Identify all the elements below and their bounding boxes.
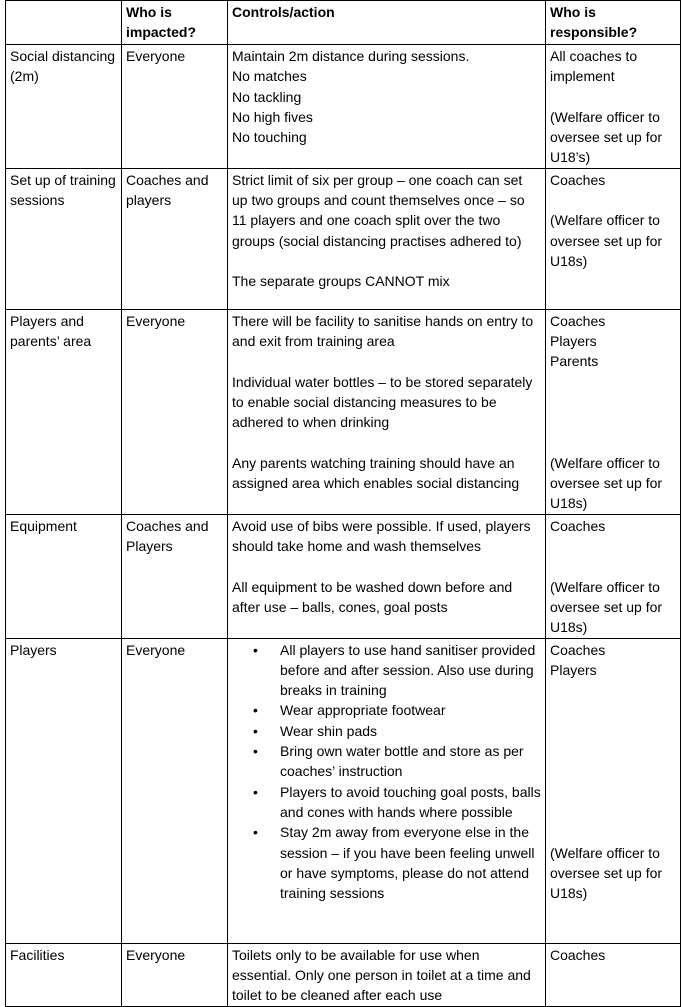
control-line: No matches	[232, 68, 307, 85]
responsible-cell	[546, 45, 681, 169]
responsible-cell	[546, 514, 681, 638]
responsible-line: Parents	[550, 353, 599, 370]
controls-cell	[228, 168, 546, 309]
controls-cell	[228, 943, 546, 1006]
bullet-text: Players to avoid touching goal posts, balls and cones with hands where possible	[280, 783, 541, 820]
bullet-icon: •	[253, 783, 258, 800]
control-line	[232, 433, 541, 453]
table-row	[6, 168, 681, 309]
control-line: Any parents watching training should have an assigned area which enables social distancing	[232, 454, 520, 492]
issue-cell: Social distancing (2m)	[6, 45, 122, 169]
bullet-icon: •	[253, 824, 258, 841]
responsible-line	[550, 822, 676, 842]
control-line: No touching	[232, 129, 307, 146]
bullet-text: Wear shin pads	[280, 722, 378, 739]
table-row	[6, 45, 681, 169]
control-line: No high fives	[232, 108, 313, 125]
responsible-line	[550, 782, 676, 802]
bullet-icon: •	[253, 641, 258, 658]
issue-cell: Equipment	[6, 514, 122, 638]
issue-cell: Set up of training sessions	[6, 168, 122, 309]
control-line: No tackling	[232, 88, 302, 105]
responsible-line: Coaches	[550, 946, 606, 963]
impacted-cell: Coaches and players	[122, 168, 228, 309]
table-header-row	[6, 1, 681, 45]
bullet-icon: •	[253, 702, 258, 719]
responsible-line	[550, 761, 676, 781]
responsible-cell	[546, 309, 681, 514]
control-line: There will be facility to sanitise hands on entry to and exit from training area	[232, 312, 534, 350]
impacted-cell: Coaches and Players	[122, 514, 228, 638]
responsible-cell	[546, 168, 681, 309]
bullet-text: Wear appropriate footwear	[280, 702, 446, 719]
responsible-line: Coaches	[550, 312, 606, 329]
responsible-line	[550, 412, 676, 432]
impacted-cell: Everyone	[122, 943, 228, 1006]
control-line: Individual water bottles – to be stored separately to enable social distancing measures to be adhered to when drinking	[232, 373, 533, 431]
bullet-icon: •	[253, 743, 258, 760]
responsible-line: (Welfare officer to oversee set up for U18s)	[550, 844, 663, 902]
bullet-item	[253, 822, 541, 903]
responsible-line	[550, 680, 676, 700]
controls-cell	[228, 309, 546, 514]
control-line	[232, 556, 541, 576]
controls-cell	[228, 514, 546, 638]
risk-assessment-table	[5, 0, 681, 1007]
responsible-line	[550, 802, 676, 822]
bullet-item	[253, 700, 541, 720]
responsible-line	[550, 87, 676, 107]
responsible-cell	[546, 638, 681, 943]
responsible-cell	[546, 943, 681, 1006]
responsible-line: Players	[550, 661, 597, 678]
issue-cell: Players	[6, 638, 122, 943]
responsible-line	[550, 433, 676, 453]
impacted-cell: Everyone	[122, 45, 228, 169]
responsible-line	[550, 392, 676, 412]
responsible-line: (Welfare officer to oversee set up for U18’s)	[550, 108, 663, 166]
header-who-responsible: Who is responsible?	[546, 1, 681, 45]
control-line	[232, 251, 541, 271]
control-line: Strict limit of six per group – one coach can set up two groups and count themselves once – so 11 players and one coach split over the two groups (social distancing practises adhered to)	[232, 171, 525, 249]
responsible-line	[550, 372, 676, 392]
control-line: Maintain 2m distance during sessions.	[232, 48, 470, 64]
responsible-line: Coaches	[550, 517, 606, 534]
bullet-item	[253, 782, 541, 823]
impacted-cell: Everyone	[122, 309, 228, 514]
responsible-line: (Welfare officer to oversee set up for U18s)	[550, 454, 663, 512]
header-controls-action: Controls/action	[228, 1, 546, 45]
bullet-list	[232, 640, 541, 904]
control-line: Avoid use of bibs were possible. If used, players should take home and wash themselves	[232, 517, 531, 555]
controls-cell	[228, 638, 546, 943]
responsible-line: Players	[550, 333, 597, 350]
header-issue	[6, 1, 122, 45]
bullet-text: Stay 2m away from everyone else in the session – if you have been feeling unwell or have symptoms, please do not attend training sessions	[280, 824, 535, 902]
table-row	[6, 514, 681, 638]
control-line	[232, 351, 541, 371]
responsible-line: (Welfare officer to oversee set up for U18s)	[550, 212, 663, 269]
responsible-line	[550, 700, 676, 720]
bullet-item	[253, 721, 541, 741]
responsible-line: All coaches to implement	[550, 48, 638, 85]
responsible-line	[550, 190, 676, 210]
responsible-line	[550, 536, 676, 556]
responsible-line	[550, 741, 676, 761]
table-row	[6, 943, 681, 1006]
table-row	[6, 309, 681, 514]
bullet-icon: •	[253, 722, 258, 739]
responsible-line: (Welfare officer to oversee set up for U18s)	[550, 578, 663, 636]
header-who-impacted: Who is impacted?	[122, 1, 228, 45]
responsible-line: Coaches	[550, 171, 606, 188]
responsible-line	[550, 556, 676, 576]
bullet-text: Bring own water bottle and store as per coaches’ instruction	[280, 743, 524, 780]
issue-cell: Facilities	[6, 943, 122, 1006]
issue-cell: Players and parents’ area	[6, 309, 122, 514]
control-line: All equipment to be washed down before and after use – balls, cones, goal posts	[232, 578, 513, 615]
impacted-cell: Everyone	[122, 638, 228, 943]
bullet-item	[253, 741, 541, 782]
control-line: The separate groups CANNOT mix	[232, 273, 450, 290]
bullet-text: All players to use hand sanitiser provided before and after session. Also use during breaks in training	[280, 641, 536, 699]
responsible-line	[550, 721, 676, 741]
bullet-item	[253, 640, 541, 701]
table-row	[6, 638, 681, 943]
table-body	[6, 45, 681, 1007]
responsible-line: Coaches	[550, 641, 606, 658]
controls-cell	[228, 45, 546, 169]
control-line: Toilets only to be available for use when essential. Only one person in toilet at a time and toilet to be cleaned after each use	[232, 946, 531, 1004]
